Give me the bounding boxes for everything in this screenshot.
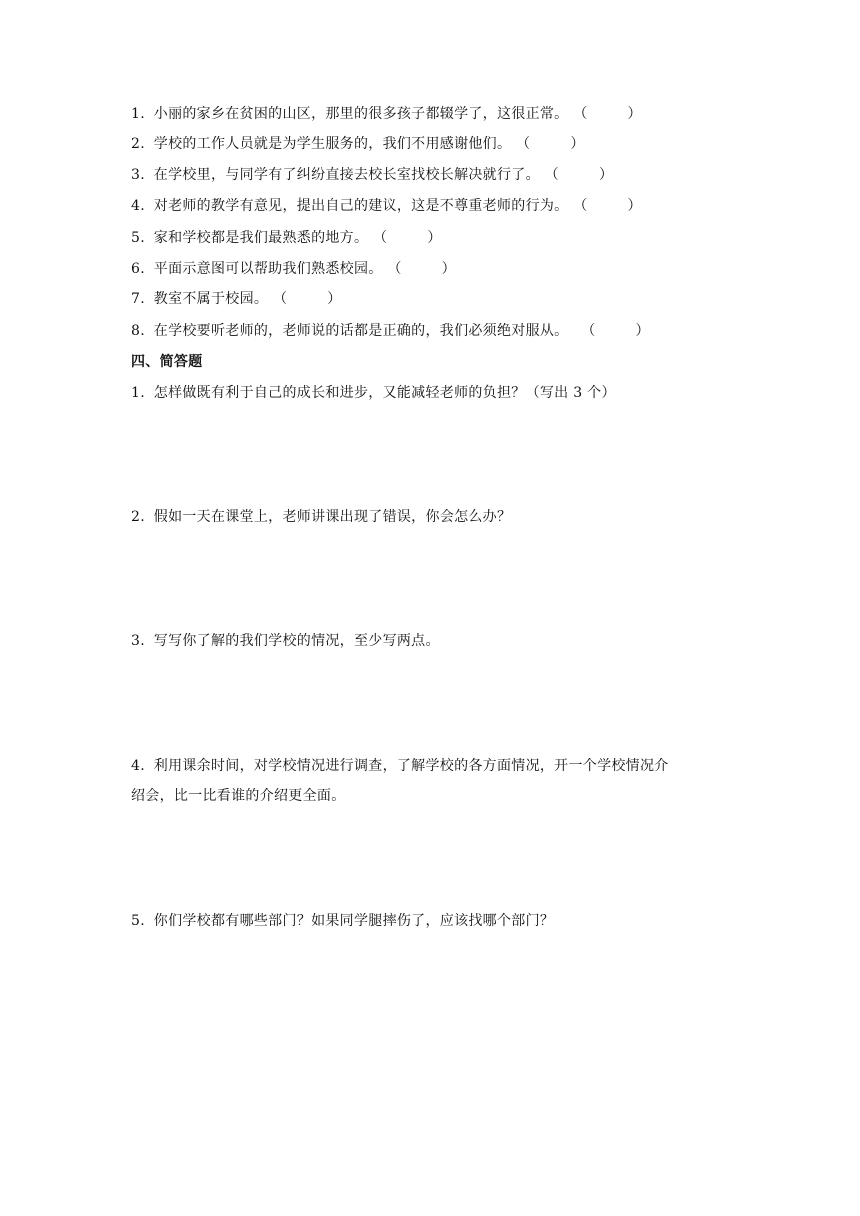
item-number: 8. — [131, 323, 145, 339]
question-text-line-1: 利用课余时间，对学校情况进行调查，了解学校的各方面情况，开一个学校情况介 — [153, 758, 669, 774]
question-number: 1. — [131, 385, 145, 401]
judgment-item-3 — [131, 165, 613, 185]
question-3 — [131, 631, 440, 651]
question-text-line-2: 绍会，比一比看谁的介绍更全面。 — [131, 788, 346, 804]
question-4 — [131, 756, 669, 776]
item-text: 在学校里，与同学有了纠纷直接去校长室找校长解决就行了。 — [153, 167, 540, 183]
item-number: 6. — [131, 261, 145, 277]
section-heading: 四、简答题 — [131, 354, 203, 370]
question-text: 假如一天在课堂上，老师讲课出现了错误，你会怎么办？ — [153, 509, 512, 525]
judgment-item-2 — [131, 134, 585, 154]
answer-blank[interactable]: （ ） — [272, 291, 342, 307]
question-4-continuation — [131, 786, 346, 806]
answer-blank[interactable]: （ ） — [387, 261, 456, 277]
question-text: 你们学校都有哪些部门？如果同学腿摔伤了，应该找哪个部门？ — [153, 913, 555, 929]
question-number: 4. — [131, 758, 145, 774]
judgment-item-8 — [131, 321, 650, 341]
item-text: 家和学校都是我们最熟悉的地方。 — [153, 230, 369, 246]
judgment-item-5 — [131, 228, 442, 248]
judgment-item-7 — [131, 289, 342, 309]
judgment-item-6 — [131, 259, 456, 279]
question-number: 2. — [131, 509, 145, 525]
answer-blank[interactable]: （ ） — [573, 198, 642, 214]
answer-blank[interactable]: （ ） — [516, 136, 585, 152]
question-1 — [131, 383, 616, 403]
question-text: 怎样做既有利于自己的成长和进步，又能减轻老师的负担？（写出 3 个） — [153, 385, 616, 401]
answer-blank[interactable]: （ ） — [573, 106, 642, 122]
question-text: 写写你了解的我们学校的情况，至少写两点。 — [153, 633, 440, 649]
question-number: 5. — [131, 913, 145, 929]
item-text: 小丽的家乡在贫困的山区，那里的很多孩子都辍学了，这很正常。 — [153, 106, 569, 122]
judgment-item-1 — [131, 104, 642, 124]
item-number: 1. — [131, 106, 145, 122]
answer-blank[interactable]: （ ） — [544, 167, 614, 183]
question-number: 3. — [131, 633, 145, 649]
item-text: 学校的工作人员就是为学生服务的，我们不用感谢他们。 — [153, 136, 512, 152]
question-5 — [131, 911, 554, 931]
item-number: 3. — [131, 167, 145, 183]
answer-blank[interactable]: （ ） — [581, 323, 650, 339]
item-number: 4. — [131, 198, 145, 214]
item-number: 2. — [131, 136, 145, 152]
item-text: 教室不属于校园。 — [153, 291, 269, 307]
item-text: 在学校要听老师的，老师说的话都是正确的，我们必须绝对服从。 — [153, 323, 569, 339]
question-2 — [131, 507, 511, 527]
answer-blank[interactable]: （ ） — [373, 230, 442, 246]
item-number: 5. — [131, 230, 145, 246]
judgment-item-4 — [131, 196, 642, 216]
item-text: 对老师的教学有意见，提出自己的建议，这是不尊重老师的行为。 — [153, 198, 569, 214]
item-number: 7. — [131, 291, 145, 307]
item-text: 平面示意图可以帮助我们熟悉校园。 — [153, 261, 383, 277]
